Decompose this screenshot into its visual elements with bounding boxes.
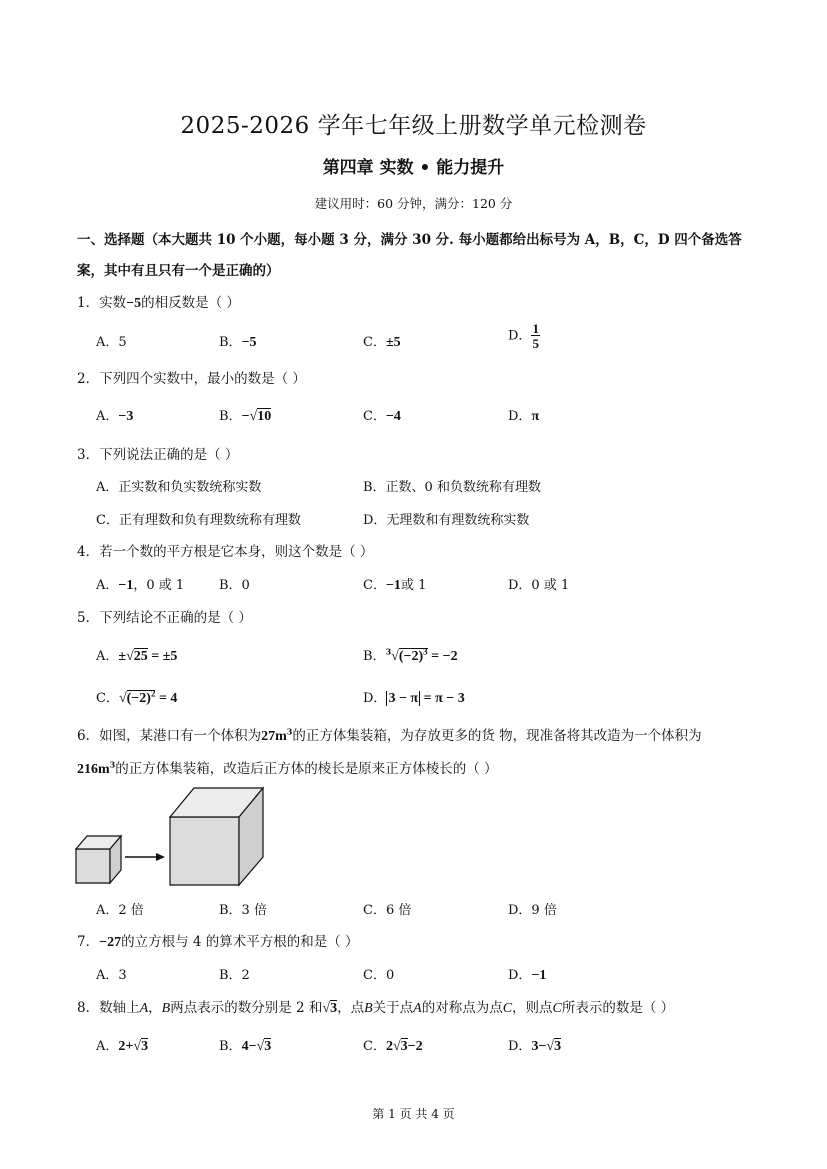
q5-option-d[interactable] (363, 687, 465, 707)
q2-c-value: −4 (385, 409, 401, 424)
q7-option-b[interactable]: B．2 (219, 968, 250, 983)
q1-option-a[interactable]: A．5 (96, 335, 127, 350)
q8-a-pre: 2+ (118, 1039, 134, 1054)
q8-mid3: 关于点 (372, 1000, 414, 1016)
q2-b-minus: − (241, 409, 250, 424)
q2-option-d[interactable] (508, 405, 539, 425)
q1-post: 的相反数是（ ） (141, 295, 240, 311)
q1-d-fraction (531, 322, 540, 350)
q5-b-root-sign: √ (391, 649, 399, 664)
q2-c-label: C． (363, 409, 386, 424)
small-cube (76, 836, 121, 883)
q8-a-radicand: 3 (141, 1039, 149, 1054)
q5-a-label: A． (96, 649, 119, 664)
q1-option-c[interactable] (363, 331, 401, 351)
q8-a-sqrt-sign: √ (133, 1039, 142, 1054)
q7-option-d[interactable] (508, 964, 546, 984)
q2-option-c[interactable] (363, 405, 401, 425)
question-3: 3．下列说法正确的是（ ） (77, 447, 239, 463)
q5-b-exponent: 3 (423, 646, 428, 657)
q5-c-label: C． (96, 691, 119, 706)
q1-c-value: ±5 (385, 335, 401, 350)
section-heading-line2: 案，其中有且只有一个是正确的） (77, 263, 280, 279)
q8-d-sqrt-sign: √ (546, 1039, 555, 1054)
q8-post: 所表示的数是（ ） (561, 1000, 675, 1016)
page-number: 第 1 页 共 4 页 (372, 1107, 455, 1121)
q5-option-c[interactable] (96, 687, 177, 707)
q5-c-exponent: 2 (150, 688, 156, 699)
q5-c-sqrt-sign: √ (118, 691, 127, 706)
chapter-subtitle: 第四章 实数 • 能力提升 (322, 158, 505, 178)
q4-c-label: C． (363, 578, 386, 593)
q8-point-c: C (502, 1001, 513, 1016)
q8-b-pre: 4− (241, 1039, 257, 1054)
q8-b-radicand: 3 (264, 1039, 272, 1054)
question-4: 4．若一个数的平方根是它本身，则这个数是（ ） (77, 544, 374, 560)
q5-d-absolute: 3 − π (388, 691, 419, 706)
q8-c-label: C． (363, 1039, 386, 1054)
q2-b-label: B． (219, 409, 242, 424)
q8-sqrt-sign: √ (322, 1001, 331, 1016)
q8-pre: 8．数轴上 (77, 1000, 140, 1016)
q4-option-c[interactable] (363, 574, 426, 594)
q7-d-label: D． (508, 968, 532, 983)
q4-option-d[interactable]: D．0 或 1 (508, 578, 570, 593)
q8-mid4: 的对称点为点 (421, 1000, 503, 1016)
q3-option-a[interactable]: A．正实数和负实数统称实数 (96, 480, 262, 495)
q5-b-base: (−2) (398, 649, 424, 664)
q1-b-value: −5 (241, 335, 257, 350)
q7-option-c[interactable]: C．0 (363, 968, 395, 983)
q3-option-b[interactable]: B．正数、0 和负数统称有理数 (363, 480, 541, 495)
q8-point-b-2: B (364, 1001, 373, 1016)
q4-c-expr: −1 (385, 578, 401, 593)
q8-point-c-2: C (552, 1001, 562, 1016)
q6-l1-pre: 6．如图，某港口有一个体积为 (77, 728, 262, 744)
q5-c-base: (−2) (126, 691, 151, 706)
q6-l2-exponent: 3 (109, 759, 116, 770)
q8-option-a[interactable] (96, 1035, 148, 1055)
q5-b-label: B． (363, 649, 386, 664)
q7-expr: −27 (99, 935, 122, 950)
q1-pre: 1．实数 (77, 295, 127, 311)
q8-c-radicand: 3 (400, 1039, 408, 1054)
q8-mid2: ，点 (337, 1000, 365, 1016)
q6-l2-volume: 216m (77, 762, 110, 777)
q4-c-rest: 或 1 (400, 578, 427, 593)
q8-d-radicand: 3 (554, 1039, 562, 1054)
q7-option-a[interactable]: A．3 (96, 968, 127, 983)
page-title: 2025-2026 学年七年级上册数学单元检测卷 (180, 113, 647, 139)
q6-l2-post: 的正方体集装箱，改造后正方体的棱长是原来正方体棱长的（ ） (115, 761, 498, 777)
q5-b-root-index: 3 (385, 646, 392, 657)
question-2: 2．下列四个实数中，最小的数是（ ） (77, 371, 306, 387)
q1-d-numerator: 1 (532, 321, 539, 336)
q8-option-b[interactable] (219, 1035, 271, 1055)
q1-option-b[interactable] (219, 331, 257, 351)
q8-point-a-2: A (413, 1001, 422, 1016)
question-6-line1 (77, 724, 702, 745)
q4-a-expr: −1 (118, 578, 134, 593)
arrow-icon (125, 853, 165, 861)
q4-a-rest: ，0 或 1 (133, 578, 185, 593)
q1-b-label: B． (219, 335, 242, 350)
q7-d-value: −1 (531, 968, 547, 983)
q8-c-post: −2 (407, 1039, 423, 1054)
question-6-line2 (77, 757, 498, 778)
q8-a-label: A． (96, 1039, 119, 1054)
q5-d-result: = π − 3 (420, 691, 465, 706)
q1-c-label: C． (363, 335, 386, 350)
q8-mid: 两点表示的数分别是 2 和 (170, 1000, 323, 1016)
q8-mid5: ，则点 (512, 1000, 553, 1016)
q8-d-label: D． (508, 1039, 532, 1054)
question-5: 5．下列结论不正确的是（ ） (77, 610, 252, 626)
q5-a-sqrt-sign: √ (126, 649, 134, 664)
q8-point-b: B (161, 1001, 171, 1016)
q1-expr: −5 (126, 296, 142, 311)
q4-a-label: A． (96, 578, 119, 593)
q8-sep: ， (148, 1000, 162, 1016)
q2-a-label: A． (96, 409, 119, 424)
exam-meta: 建议用时：60 分钟，满分：120 分 (314, 196, 513, 211)
q4-option-a[interactable] (96, 574, 184, 594)
q4-option-b[interactable]: B．0 (219, 578, 250, 593)
q6-option-b[interactable]: B．3 倍 (219, 903, 267, 918)
q5-b-result: = −2 (427, 649, 458, 664)
q7-pre: 7． (77, 934, 100, 950)
large-cube (170, 788, 263, 885)
q5-c-radicand (127, 690, 156, 706)
q5-a-result: = ±5 (147, 649, 178, 664)
q8-b-label: B． (219, 1039, 242, 1054)
q8-option-c[interactable] (363, 1035, 423, 1055)
q8-b-sqrt-sign: √ (256, 1039, 265, 1054)
q8-c-sqrt-sign: √ (392, 1039, 401, 1054)
q5-c-result: = 4 (155, 691, 178, 706)
q1-d-denominator: 5 (532, 336, 539, 351)
q2-b-sqrt-sign: √ (249, 409, 258, 424)
q7-post: 的立方根与 4 的算术平方根的和是（ ） (121, 934, 359, 950)
question-8 (77, 996, 674, 1017)
q6-option-a[interactable]: A．2 倍 (96, 903, 144, 918)
q2-d-label: D． (508, 409, 532, 424)
q2-a-value: −3 (118, 409, 134, 424)
q5-a-radicand: 25 (133, 649, 148, 664)
q6-l1-post: 的正方体集装箱，为存放更多的货 物，现准备将其改造为一个体积为 (292, 728, 702, 744)
q2-option-a[interactable] (96, 405, 133, 425)
q8-option-d[interactable] (508, 1035, 561, 1055)
cube-transformation-figure (74, 785, 266, 889)
q2-b-radicand: 10 (257, 409, 272, 424)
q5-option-a[interactable] (96, 645, 177, 665)
question-1 (77, 291, 240, 312)
q8-d-pre: 3− (531, 1039, 547, 1054)
q8-radicand: 3 (330, 1001, 338, 1016)
q2-option-b[interactable] (219, 405, 271, 425)
q2-d-value: π (531, 409, 540, 424)
q8-point-a: A (139, 1001, 149, 1016)
q6-l1-volume: 27m (261, 729, 287, 744)
q6-option-c[interactable]: C．6 倍 (363, 903, 412, 918)
q5-option-b[interactable] (363, 645, 458, 665)
question-7 (77, 930, 359, 951)
q5-a-pm: ± (118, 649, 127, 664)
q1-option-d[interactable] (508, 322, 540, 350)
q5-d-label: D． (363, 691, 387, 706)
q1-d-label: D． (508, 328, 532, 344)
q3-option-d[interactable]: D．无理数和有理数统称实数 (363, 513, 530, 528)
q6-l1-exponent: 3 (286, 726, 293, 737)
section-heading-line1: 一、选择题（本大题共 10 个小题，每小题 3 分，满分 30 分. 每小题都给出标号为 A，B，C，D 四个备选答 (77, 232, 742, 248)
q6-option-d[interactable]: D．9 倍 (508, 903, 557, 918)
q5-b-radicand (399, 648, 428, 664)
q3-option-c[interactable]: C．正有理数和负有理数统称有理数 (96, 513, 301, 528)
q8-c-pre: 2 (385, 1039, 393, 1054)
